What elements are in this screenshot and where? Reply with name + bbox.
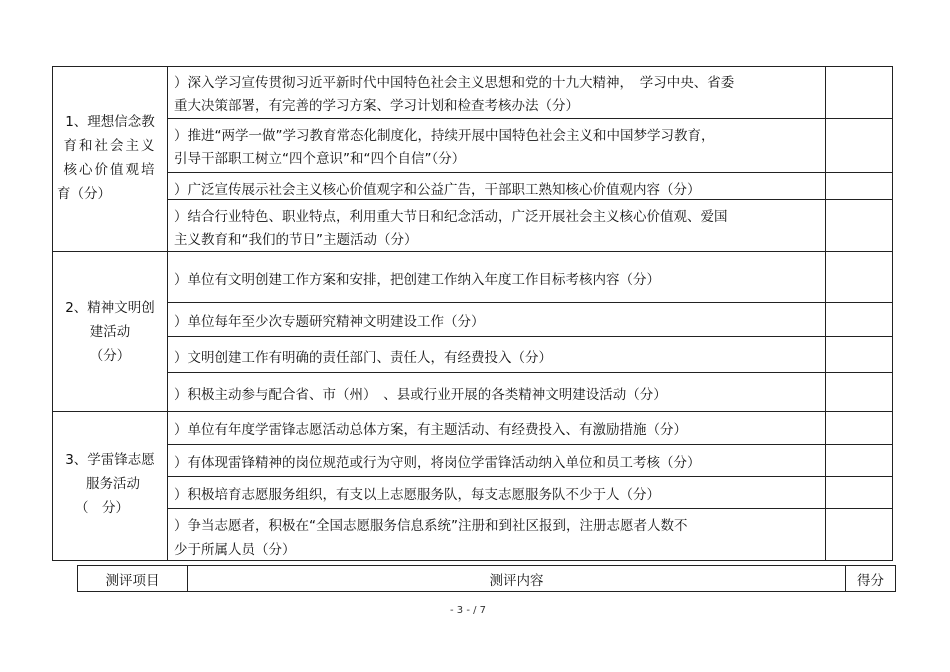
item-text: ）深入学习宣传贯彻习近平新时代中国特色社会主义思想和党的十九大精神， 学习中央、省委	[174, 75, 735, 91]
row-divider	[167, 476, 893, 477]
item-text: ）单位有文明创建工作方案和安排，把创建工作纳入年度工作目标考核内容（分）	[174, 272, 660, 288]
item-text: ）结合行业特色、职业特点，利用重大节日和纪念活动，广泛开展社会主义核心价值观、爱国	[174, 209, 728, 225]
row-divider	[167, 199, 893, 200]
table-divider-score	[825, 66, 826, 560]
category-line: （ 分）	[75, 500, 129, 516]
footer-col-score: 得分	[857, 573, 884, 589]
category-line: 育和社会主义	[63, 138, 157, 154]
category-line: 1、理想信念教	[65, 114, 155, 130]
category-line: （分）	[89, 348, 131, 364]
item-text: 重大决策部署，有完善的学习方案、学习计划和检查考核办法（分）	[174, 98, 579, 114]
row-divider	[167, 508, 893, 509]
item-text: ）推进“两学一做”学习教育常态化制度化，持续开展中国特色社会主义和中国梦学习教育，	[174, 128, 715, 144]
category-3	[53, 448, 167, 520]
category-line: 3、学雷锋志愿	[65, 452, 155, 468]
footer-border-right	[895, 565, 896, 592]
item-text: ）单位每年至少次专题研究精神文明建设工作（分）	[174, 314, 485, 330]
table-border-bottom	[52, 560, 893, 561]
item-text: ）单位有年度学雷锋志愿活动总体方案，有主题活动、有经费投入、有激励措施（分）	[174, 422, 687, 438]
footer-col-item: 测评项目	[105, 573, 160, 589]
row-divider	[167, 118, 893, 119]
item-text: 少于所属人员（分）	[174, 542, 296, 558]
item-text: 引导干部职工树立“四个意识”和“四个自信”（分）	[174, 151, 466, 167]
footer-border-bottom	[77, 591, 896, 592]
row-divider	[167, 336, 893, 337]
category-line: 建活动	[89, 324, 131, 340]
section-divider	[52, 411, 893, 412]
item-text: ）积极培育志愿服务组织，有支以上志愿服务队，每支志愿服务队不少于人（分）	[174, 487, 660, 503]
item-text: ）文明创建工作有明确的责任部门、责任人，有经费投入（分）	[174, 350, 552, 366]
item-text: 主义教育和“我们的节日”主题活动（分）	[174, 232, 418, 248]
row-divider	[167, 172, 893, 173]
footer-border-top	[77, 565, 896, 566]
category-line: 育（分）	[57, 186, 111, 202]
category-2	[53, 296, 167, 368]
table-divider-category	[167, 66, 168, 560]
footer-col-content: 测评内容	[489, 573, 544, 589]
category-line: 核心价值观培	[63, 162, 157, 178]
category-line: 服务活动	[86, 476, 140, 492]
item-text: ）有体现雷锋精神的岗位规范或行为守则，将岗位学雷锋活动纳入单位和员工考核（分）	[174, 455, 701, 471]
row-divider	[167, 372, 893, 373]
item-text: ）广泛宣传展示社会主义核心价值观字和公益广告，干部职工熟知核心价值观内容（分）	[174, 182, 701, 198]
item-text: ）积极主动参与配合省、市（州） 、县或行业开展的各类精神文明建设活动（分）	[174, 387, 667, 403]
page-number: - 3 - / 7	[450, 605, 487, 616]
row-divider	[167, 302, 893, 303]
row-divider	[167, 444, 893, 445]
table-border-right	[892, 66, 893, 560]
section-divider	[52, 251, 893, 252]
table-border-top	[52, 66, 893, 67]
item-text: ）争当志愿者，积极在“全国志愿服务信息系统”注册和到社区报到，注册志愿者人数不	[174, 518, 688, 534]
category-1	[53, 110, 167, 206]
category-line: 2、精神文明创	[65, 300, 155, 316]
